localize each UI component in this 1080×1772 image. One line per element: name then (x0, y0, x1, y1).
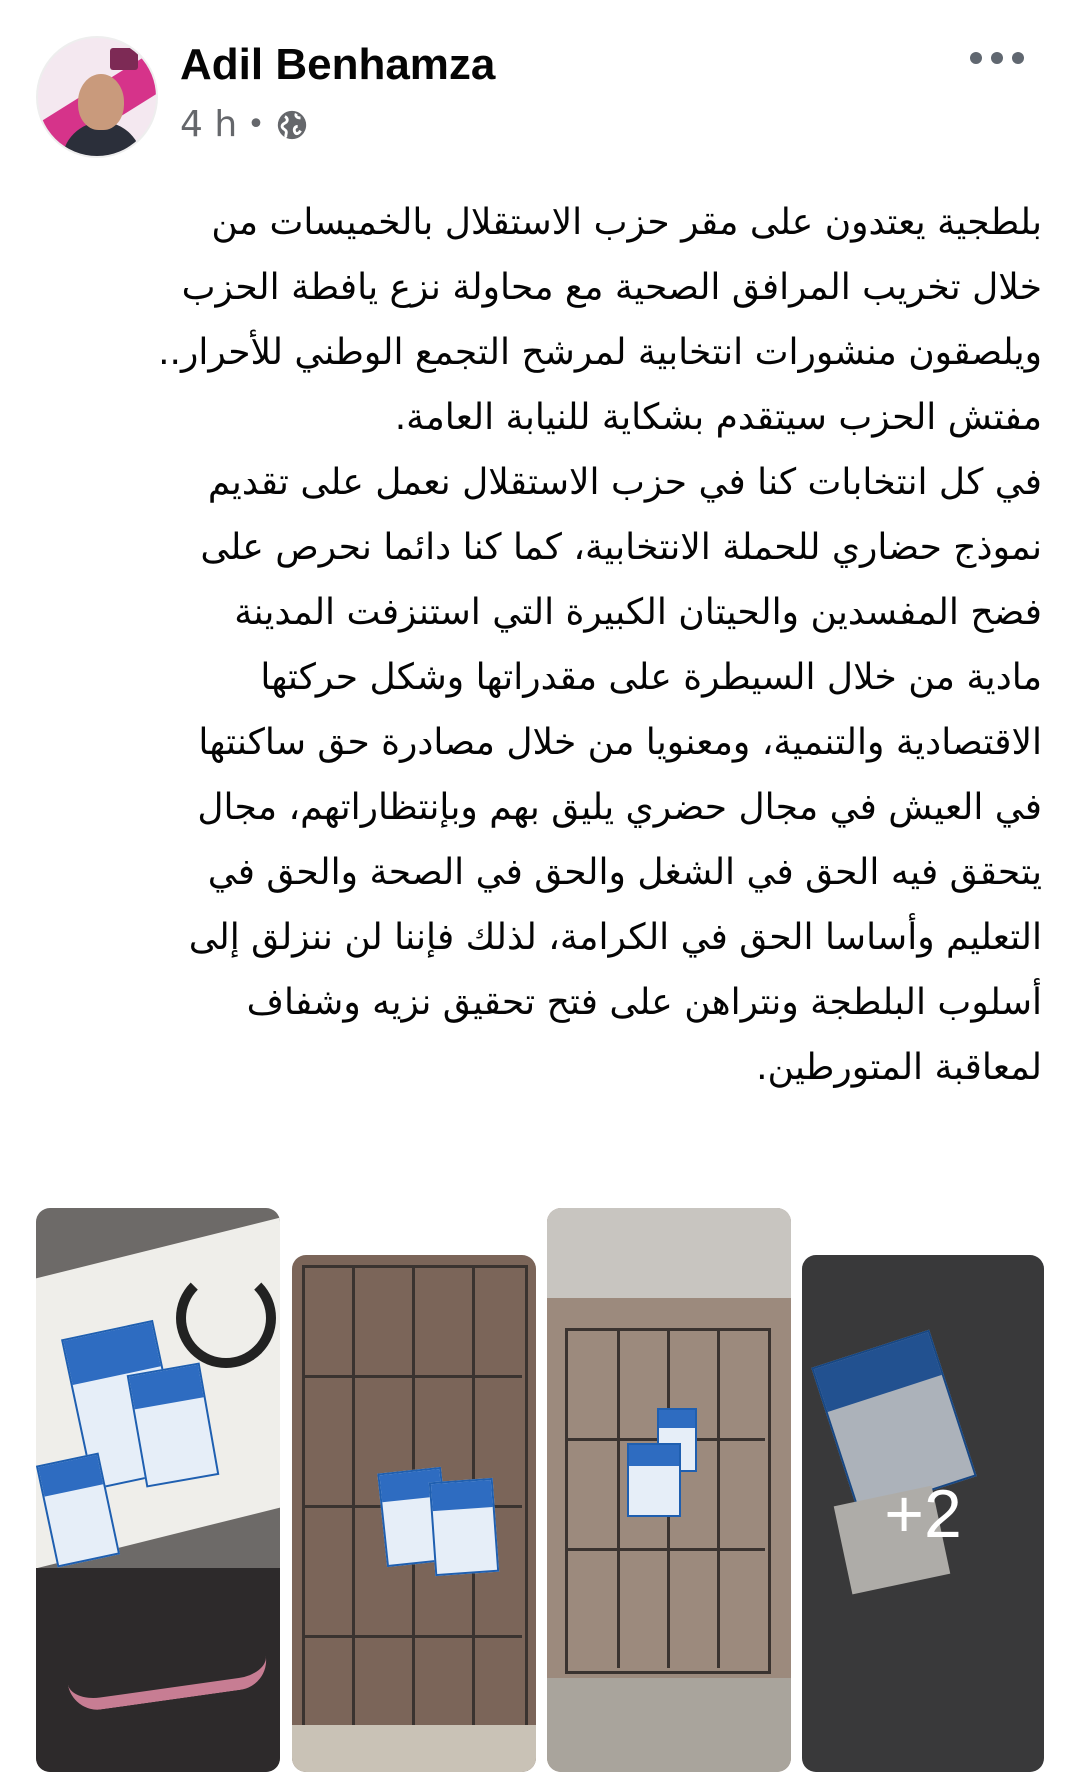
grille-bar (352, 1265, 355, 1765)
grille-bar (565, 1548, 765, 1551)
photo-grid (0, 1200, 1080, 1772)
author-name[interactable]: Adil Benhamza (180, 40, 496, 89)
post-time[interactable]: 4 h (180, 104, 238, 145)
grille-bar (717, 1328, 720, 1668)
ledge (292, 1725, 536, 1772)
meta-separator: • (247, 107, 265, 142)
photo-1[interactable] (36, 1208, 280, 1772)
post-meta (180, 104, 309, 145)
photo-3[interactable] (547, 1208, 791, 1772)
grille-bar (617, 1328, 620, 1668)
election-poster (627, 1443, 681, 1517)
dot-icon (991, 52, 1003, 64)
more-options-icon[interactable] (970, 52, 1024, 64)
ledge (547, 1678, 791, 1772)
sign-letter (176, 1268, 276, 1368)
grille-bar (302, 1635, 522, 1638)
avatar-face (78, 74, 124, 130)
avatar-logo (110, 48, 138, 70)
wall-top (547, 1208, 791, 1298)
election-poster (429, 1478, 499, 1576)
more-photos-overlay[interactable]: +2 (802, 1255, 1044, 1772)
grille-bar (302, 1375, 522, 1378)
photo-4[interactable] (802, 1255, 1044, 1772)
photo-2[interactable] (292, 1255, 536, 1772)
dot-icon (1012, 52, 1024, 64)
post-header (0, 0, 1080, 170)
post-body-text: بلطجية يعتدون على مقر حزب الاستقلال بالخميسات من خلال تخريب المرافق الصحية مع محاولة نزع يافطة الحزب ويلصقون منشورات انتخابية لمرشح التجمع الوطني للأحرار.. مفتش الحزب سيتقدم بشكاية للنيابة العامة. في كل انتخابات كنا في حزب الاستقلال نعمل على تقديم نموذج حضاري للحملة الانتخابية، كما كنا دائما نحرص على فضح المفسدين والحيتان الكبيرة التي استنزفت المدينة مادية من خلال السيطرة على مقدراتها وشكل حركتها الاقتصادية والتنمية، ومعنويا من خلال مصادرة حق ساكنتها في العيش في مجال حضري يليق بهم وبإنتظاراتهم، مجال يتحقق فيه الحق في الشغل والحق في الصحة والحق في التعليم وأساسا الحق في الكرامة، لذلك فإننا لن ننزلق إلى أسلوب البلطجة ونتراهن على فتح تحقيق نزيه وشفاف لمعاقبة المتورطين. (158, 202, 1042, 1088)
author-avatar[interactable] (36, 36, 158, 158)
globe-icon[interactable] (275, 108, 309, 142)
dot-icon (970, 52, 982, 64)
